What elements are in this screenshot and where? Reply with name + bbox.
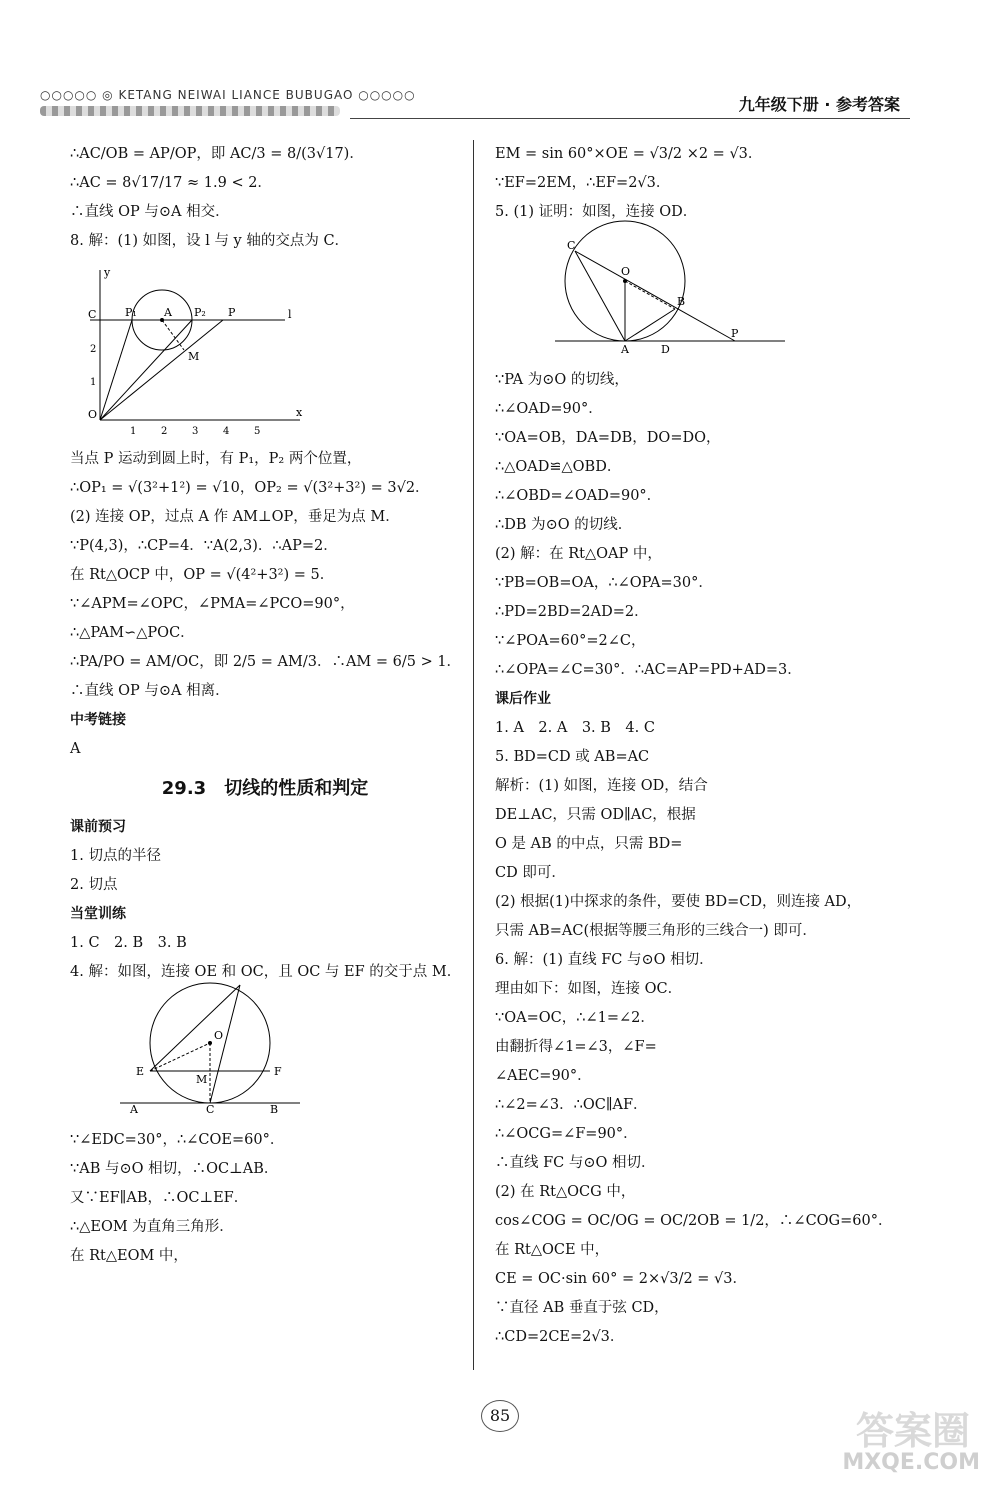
text-line: ∴△EOM 为直角三角形． [70,1219,234,1235]
text-line: ∵直径 AB 垂直于弦 CD， [495,1300,669,1316]
svg-text:2: 2 [90,344,97,355]
text-line: O 是 AB 的中点，只需 BD= [495,836,683,852]
text-line: CD 即可． [495,865,566,881]
text-line: 4. 解：如图，连接 OE 和 OC，且 OC 与 EF 的交于点 M． [70,964,462,980]
text-line: ∵∠POA=60°=2∠C， [495,633,646,649]
svg-text:y: y [104,266,111,279]
text-line: 由翻折得∠1=∠3，∠F= [495,1039,657,1055]
text-line: ∴直线 FC 与⊙O 相切． [495,1155,656,1171]
svg-text:C: C [206,1103,215,1116]
svg-text:3: 3 [192,426,199,437]
text-line: ∴PD=2BD=2AD=2． [495,604,649,620]
text-line: ∴∠OAD=90°． [495,401,603,417]
svg-text:A: A [164,306,172,319]
text-line: CE = OC·sin 60° = 2×√3/2 = √3． [495,1271,748,1287]
text-line: 1. A 2. A 3. B 4. C [495,720,655,736]
watermark-logo: 答案圈 [855,1409,970,1453]
text-line: ∵∠EDC=30°，∴∠COE=60°． [70,1132,285,1148]
text-line: (2) 在 Rt△OCG 中， [495,1184,636,1200]
circle-tangent-figure [70,991,460,1122]
subheading: 课后作业 [495,691,551,707]
text-line: 理由如下：如图，连接 OC． [495,981,683,997]
text-line: ∵OA=OB，DA=DB，DO=DO， [495,430,721,446]
text-line: ∵EF=2EM，∴EF=2√3． [495,175,671,191]
text-line: ∴PA/PO = AM/OC，即 2/5 = AM/3．∴AM = 6/5 > 1． [70,654,462,670]
text-line: 在 Rt△OCE 中， [495,1242,610,1258]
text-line: ∵P(4,3)，∴CP=4．∵A(2,3)．∴AP=2． [70,538,338,554]
text-line: cos∠COG = OC/OG = OC/2OB = 1/2，∴∠COG=60°． [495,1213,893,1229]
decorative-band [40,106,340,116]
svg-text:1: 1 [130,426,137,437]
text-line: (2) 连接 OP，过点 A 作 AM⊥OP，垂足为点 M． [70,509,400,525]
svg-text:B: B [677,295,686,308]
text-line: ∴AC/OB = AP/OP，即 AC/3 = 8/(3√17)． [70,146,364,162]
svg-text:O: O [88,408,98,421]
subheading: 中考链接 [70,712,126,728]
text-line: 在 Rt△OCP 中，OP = √(4²+3²) = 5． [70,567,335,583]
page-number [0,1400,1000,1432]
text-line: 6. 解：(1) 直线 FC 与⊙O 相切． [495,952,714,968]
text-line: 在 Rt△EOM 中， [70,1248,188,1264]
svg-text:A: A [130,1103,138,1116]
svg-text:M: M [188,350,200,363]
text-line: (2) 根据(1)中探求的条件，要使 BD=CD，则连接 AD， [495,894,862,910]
svg-text:l: l [288,308,292,321]
text-line: 2. 切点 [70,877,118,893]
svg-text:C: C [567,239,576,252]
text-line: 当点 P 运动到圆上时，有 P₁，P₂ 两个位置， [70,451,362,467]
section-title: 29.3 切线的性质和判定 [161,778,369,799]
svg-text:C: C [88,308,97,321]
svg-text:P₁: P₁ [125,306,137,319]
text-line: ∴OP₁ = √(3²+1²) = √10，OP₂ = √(3²+3²) = 3√2． [70,480,430,496]
svg-text:O: O [214,1029,224,1042]
text-line: EM = sin 60°×OE = √3/2 ×2 = √3． [495,146,763,162]
text-line: ∴∠OCG=∠F=90°． [495,1126,638,1142]
subheading: 课前预习 [70,819,126,835]
text-line: 只需 AB=AC(根据等腰三角形的三线合一) 即可． [495,923,817,939]
text-line: DE⊥AC，只需 OD∥AC，根据 [495,807,696,823]
header-rule [350,118,910,119]
svg-text:2: 2 [161,426,168,437]
text-line: 解析：(1) 如图，连接 OD，结合 [495,778,708,794]
text-line: ∵∠APM=∠OPC，∠PMA=∠PCO=90°， [70,596,355,612]
svg-text:D: D [661,343,670,356]
coordinate-figure [70,260,460,441]
svg-text:F: F [274,1065,282,1078]
text-line: 1. 切点的半径 [70,848,161,864]
text-line: ∴AC = 8√17/17 ≈ 1.9 < 2． [70,175,272,191]
svg-text:P₂: P₂ [194,306,206,319]
tangent-proof-figure [495,231,915,362]
page-header [40,82,920,132]
brand-text: ○○○○○ ◎ KETANG NEIWAI LIANCE BUBUGAO ○○○○○ [40,88,416,102]
text-line: ∴CD=2CE=2√3． [495,1329,625,1345]
svg-text:x: x [296,406,303,419]
svg-text:P: P [228,306,236,319]
text-line: 5. BD=CD 或 AB=AC [495,749,650,765]
text-line: ∴△OAD≌△OBD． [495,459,622,475]
text-line: ∵OA=OC，∴∠1=∠2． [495,1010,655,1026]
text-line: ∴DB 为⊙O 的切线． [495,517,633,533]
text-line: ∠AEC=90°． [495,1068,592,1084]
text-line: 又∵EF∥AB，∴OC⊥EF． [70,1190,249,1206]
svg-text:M: M [196,1073,208,1086]
svg-text:B: B [270,1103,279,1116]
svg-text:A: A [621,343,629,356]
text-line: 1. C 2. B 3. B [70,935,187,951]
svg-text:O: O [621,265,631,278]
text-line: ∴∠OBD=∠OAD=90°． [495,488,662,504]
text-line: (2) 解：在 Rt△OAP 中， [495,546,662,562]
text-line: ∵PB=OB=OA，∴∠OPA=30°． [495,575,713,591]
svg-text:1: 1 [90,377,97,388]
text-line: ∵AB 与⊙O 相切，∴OC⊥AB． [70,1161,279,1177]
text-line: ∴∠OPA=∠C=30°．∴AC=AP=PD+AD=3． [495,662,802,678]
text-line: ∴直线 OP 与⊙A 相离． [70,683,230,699]
subheading: 当堂训练 [70,906,126,922]
text-line: 5. (1) 证明：如图，连接 OD． [495,204,698,220]
watermark-url: MXQE.COM [842,1450,980,1475]
text-line: A [70,741,81,757]
svg-text:E: E [136,1065,145,1078]
text-line: ∴直线 OP 与⊙A 相交． [70,204,230,220]
page-number-text: 85 [481,1400,519,1432]
text-line: ∵PA 为⊙O 的切线， [495,372,629,388]
header-title: 九年级下册 · 参考答案 [738,95,900,114]
svg-text:5: 5 [254,426,261,437]
column-divider [473,140,474,1370]
svg-text:4: 4 [223,426,230,437]
text-line: ∴△PAM∽△POC． [70,625,195,641]
right-column [495,140,915,1352]
text-line: 8. 解：(1) 如图，设 l 与 y 轴的交点为 C． [70,233,350,249]
text-line: ∴∠2=∠3．∴OC∥AF． [495,1097,648,1113]
svg-text:P: P [731,327,739,340]
left-column [70,140,460,1271]
